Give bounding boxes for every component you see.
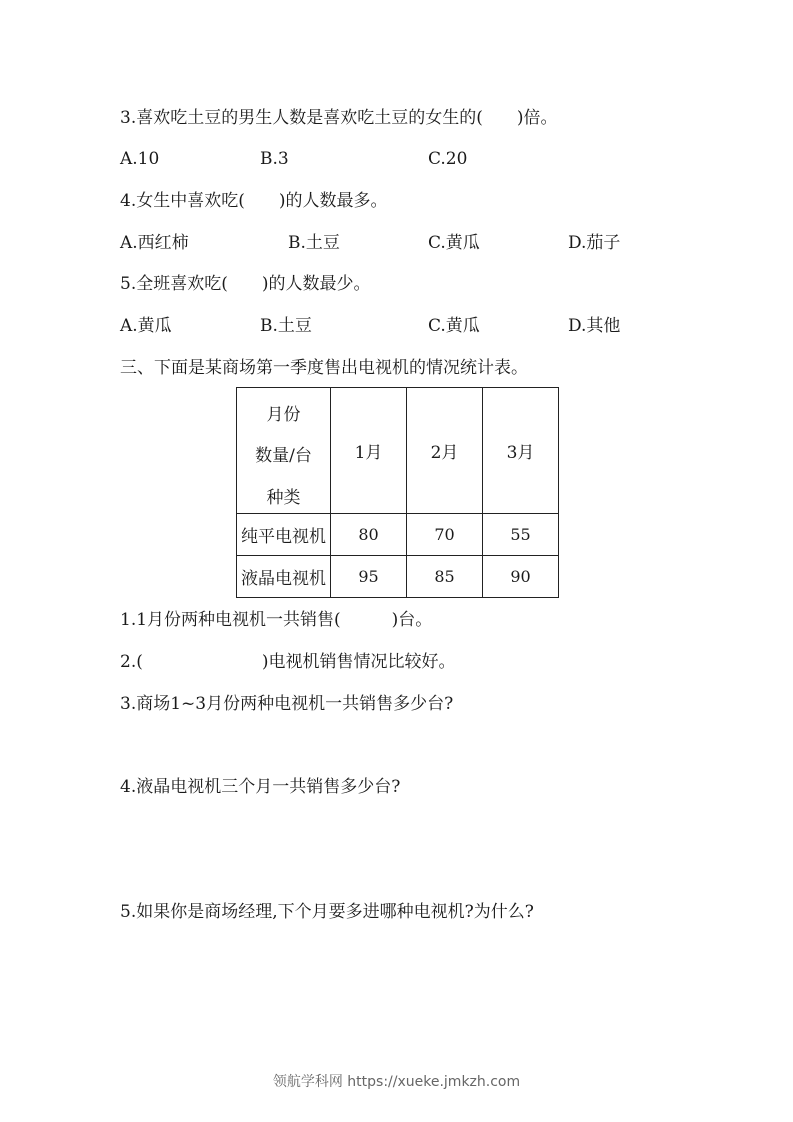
option-a: A.西红柿: [120, 233, 189, 253]
table-cell: 55: [483, 514, 559, 556]
option-d: D.其他: [568, 316, 621, 336]
table-cell: 80: [331, 514, 407, 556]
question-4: 4.液晶电视机三个月一共销售多少台?: [120, 777, 401, 797]
option-c: C.20: [428, 149, 468, 169]
header-cell: [237, 388, 331, 514]
question-1: 1.1月份两种电视机一共销售( )台。: [120, 610, 433, 630]
table-row: [237, 556, 559, 598]
table-cell: 95: [331, 556, 407, 598]
option-b: B.土豆: [288, 233, 340, 253]
table-cell: 70: [407, 514, 483, 556]
question-3: 3.商场1~3月份两种电视机一共销售多少台?: [120, 694, 454, 714]
footer-watermark: 领航学科网 https://xueke.jmkzh.com: [272, 1074, 521, 1090]
question-3: 3.喜欢吃土豆的男生人数是喜欢吃土豆的女生的( )倍。: [120, 108, 558, 128]
table-cell: 90: [483, 556, 559, 598]
question-5: 5.如果你是商场经理,下个月要多进哪种电视机?为什么?: [120, 902, 534, 922]
option-d: D.茄子: [568, 233, 621, 253]
option-b: B.3: [260, 149, 289, 169]
row-label: 纯平电视机: [237, 514, 331, 556]
month-header: 1月: [331, 388, 407, 514]
option-a: A.10: [120, 149, 160, 169]
header-month-label: 月份: [266, 405, 301, 425]
question-4: 4.女生中喜欢吃( )的人数最多。: [120, 191, 388, 211]
section-heading: 三、下面是某商场第一季度售出电视机的情况统计表。: [120, 358, 528, 378]
option-b: B.土豆: [260, 316, 312, 336]
table-cell: 85: [407, 556, 483, 598]
question-5: 5.全班喜欢吃( )的人数最少。: [120, 274, 371, 294]
option-c: C.黄瓜: [428, 233, 480, 253]
header-type-label: 种类: [266, 488, 301, 508]
table-header-row: [237, 388, 559, 514]
question-2: 2.( )电视机销售情况比较好。: [120, 652, 456, 672]
row-label: 液晶电视机: [237, 556, 331, 598]
month-header: 2月: [407, 388, 483, 514]
statistics-table: [236, 387, 559, 598]
month-header: 3月: [483, 388, 559, 514]
header-quantity-label: 数量/台: [255, 446, 312, 466]
option-a: A.黄瓜: [120, 316, 172, 336]
table-row: [237, 514, 559, 556]
option-c: C.黄瓜: [428, 316, 480, 336]
